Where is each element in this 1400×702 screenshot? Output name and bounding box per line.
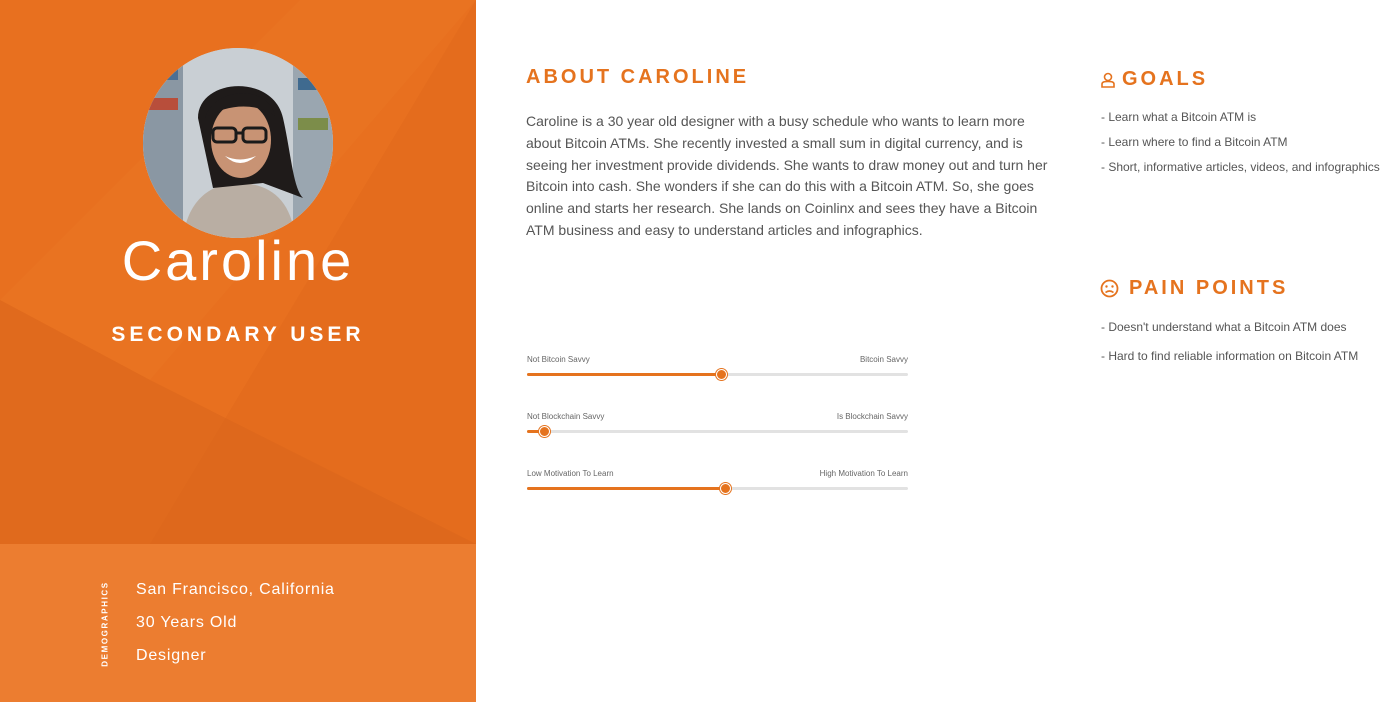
about-title: ABOUT CAROLINE xyxy=(526,66,750,88)
goal-item: - Learn where to find a Bitcoin ATM xyxy=(1101,135,1288,149)
slider-track xyxy=(527,487,908,490)
pain-points-title: PAIN POINTS xyxy=(1129,277,1289,299)
demographics-label-text: DEMOGRAPHICS xyxy=(100,581,110,667)
slider-thumb xyxy=(720,483,731,494)
pain-point-item: - Hard to find reliable information on Bitcoin ATM xyxy=(1101,349,1359,363)
avatar xyxy=(143,48,333,238)
slider-track xyxy=(527,373,908,376)
demographic-age: 30 Years Old xyxy=(136,614,238,631)
demographics-block xyxy=(0,544,476,702)
slider-right-label: Is Blockchain Savvy xyxy=(836,412,908,421)
slider-bitcoin-savvy xyxy=(526,355,908,385)
slider-thumb xyxy=(716,369,727,380)
person-icon xyxy=(1100,72,1116,88)
slider-fill xyxy=(527,373,721,376)
persona-panel xyxy=(0,0,476,702)
slider-track xyxy=(527,430,908,433)
goal-item: - Short, informative articles, videos, and infographics xyxy=(1101,160,1380,174)
slider-right-label: High Motivation To Learn xyxy=(819,469,908,478)
pain-point-item: - Doesn't understand what a Bitcoin ATM does xyxy=(1101,320,1347,334)
goal-item: - Learn what a Bitcoin ATM is xyxy=(1101,110,1257,124)
slider-blockchain-savvy xyxy=(526,412,908,442)
persona-role: SECONDARY USER xyxy=(111,323,365,346)
slider-right-label: Bitcoin Savvy xyxy=(859,355,908,364)
slider-thumb xyxy=(539,426,550,437)
demographic-location: San Francisco, California xyxy=(136,581,335,598)
persona-name: Caroline xyxy=(121,229,355,292)
slider-left-label: Not Bitcoin Savvy xyxy=(527,355,590,364)
slider-fill xyxy=(527,487,725,490)
goals-title: GOALS xyxy=(1122,68,1209,90)
about-text: Caroline is a 30 year old designer with a busy schedule who wants to learn more about Bitcoin ATMs. She recently invested a small sum in digital currency, and is seeing her investment provide dividends. She wants to draw money out and turn her Bitcoin into cash. She wonders if she can do this with a Bitcoin ATM. So, she goes online and starts her research. She lands on Coinlinx and sees they have a Bitcoin ATM business and easy to understand articles and infographics. xyxy=(526,113,1048,238)
slider-left-label: Low Motivation To Learn xyxy=(527,469,614,478)
slider-left-label: Not Blockchain Savvy xyxy=(527,412,605,421)
slider-motivation xyxy=(526,469,908,499)
persona-photo xyxy=(143,48,333,238)
demographic-occupation: Designer xyxy=(136,647,207,664)
sad-face-icon xyxy=(1100,279,1119,298)
